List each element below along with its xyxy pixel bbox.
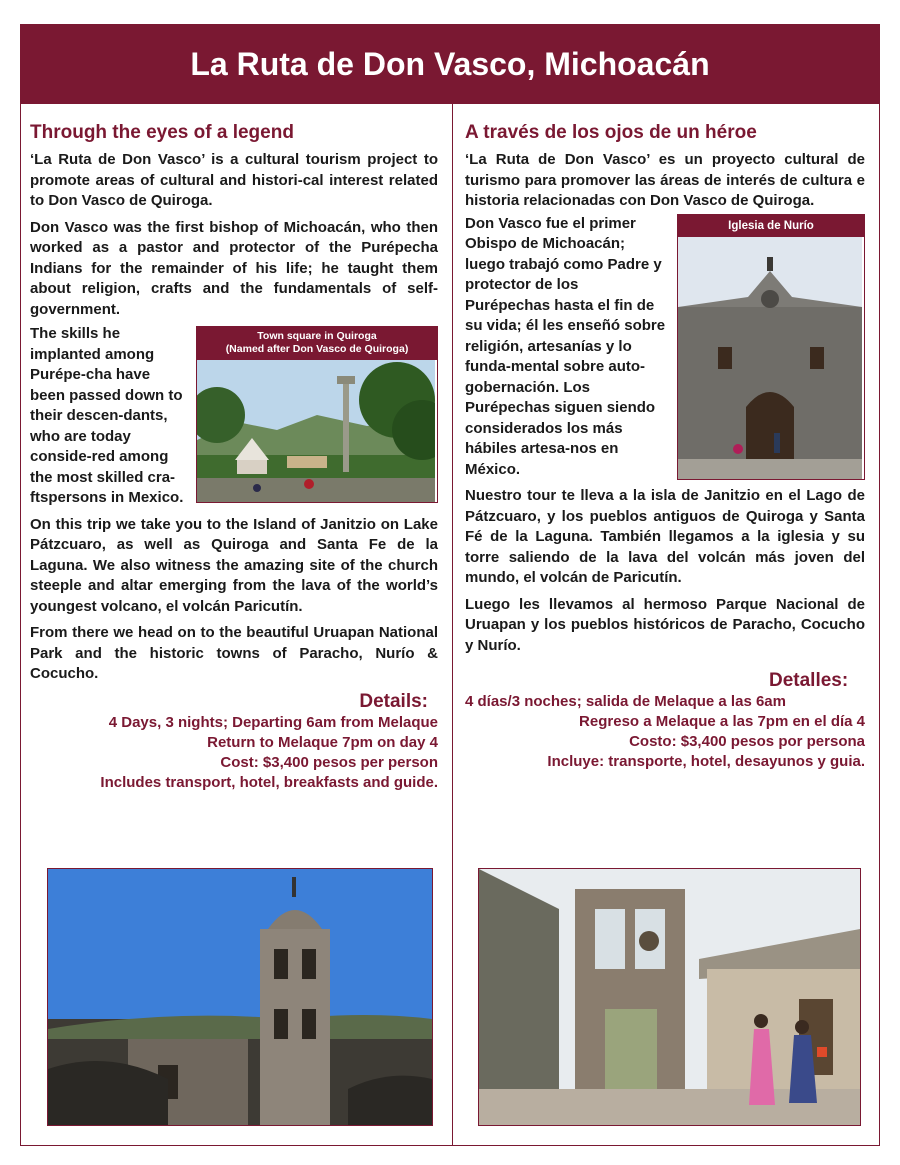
english-paragraph-1: ‘La Ruta de Don Vasco’ is a cultural tourism project to promote areas of cultural and histori-cal interest related to Don Vasco de Quiroga.: [30, 151, 438, 209]
english-paragraph-4: On this trip we take you to the Island of Janitzio on Lake Pátzcuaro, as well as Quiroga and Santa Fe de la Laguna. We also witness the amazing site of the church steeple and altar emerging from the lava of the world’s youngest volcano, el volcán Paricutín.: [30, 515, 438, 615]
spanish-details-line: Incluye: transporte, hotel, desayunos y guia.: [547, 753, 865, 770]
english-heading: Through the eyes of a legend: [30, 122, 294, 143]
paricutin-church-photo: [47, 868, 433, 1126]
english-details-line: Return to Melaque 7pm on day 4: [207, 733, 438, 751]
spanish-details-line: Costo: $3,400 pesos por persona: [629, 733, 865, 750]
english-column: [30, 120, 438, 793]
spanish-paragraph-4: Luego les llevamos al hermoso Parque Nacional de Uruapan y los pueblos históricos de Paracho, Cocucho y Nurío.: [465, 595, 865, 654]
spanish-details: [465, 670, 865, 772]
page-title: La Ruta de Don Vasco, Michoacán: [190, 46, 710, 82]
english-details-heading: Details:: [359, 690, 428, 712]
spanish-details-heading: Detalles:: [769, 670, 849, 691]
spanish-details-line: 4 días/3 noches; salida de Melaque a las 6am: [465, 693, 786, 710]
english-paragraph-3: The skills he implanted among Purépe-cha have been passed down to their descen-dants, who are today conside-red among the most skilled cra-ftspersons in Mexico.: [30, 325, 184, 506]
title-banner: [20, 24, 880, 104]
spanish-paragraph-2: Don Vasco fue el primer Obispo de Michoacán; luego trabajó como Padre y protector de los Purépechas hasta el fin de su vida; él les enseñó sobre religión, artesanías y lo funda-mental sobre auto-gobernación. Los Purépechas siguen siendo considerados los más hábiles artesa-nos en México.: [465, 214, 666, 478]
quiroga-caption: Town square in Quiroga (Named after Don Vasco de Quiroga): [197, 327, 437, 360]
english-paragraph-5: From there we head on to the beautiful Uruapan National Park and the historic towns of Paracho, Nurío & Cocucho.: [30, 624, 438, 682]
cocucho-bell-tower-photo: [478, 868, 861, 1126]
spanish-paragraph-1: ‘La Ruta de Don Vasco’ es un proyecto cultural de turismo para promover las áreas de interés de cultura e historia relacionadas con Don Vasco de Quiroga.: [465, 151, 865, 209]
english-details-line: Cost: $3,400 pesos per person: [220, 753, 438, 771]
english-details: [30, 691, 438, 793]
spanish-paragraph-3: Nuestro tour te lleva a la isla de Janitzio en el Lago de Pátzcuaro, y los pueblos antiguos de Quiroga y Santa Fé de la Laguna. También llegamos a la iglesia y su torre saliendo de la lava del volcán más joven del mundo, el volcán de Paricutín.: [465, 487, 865, 586]
english-paragraph-2: Don Vasco was the first bishop of Michoacán, who then worked as a pastor and protector of the Purépecha Indians for the remainder of his life; he taught them about religion, crafts and the fundamentals of self-government.: [30, 218, 438, 318]
english-details-line: 4 Days, 3 nights; Departing 6am from Melaque: [108, 713, 438, 731]
quiroga-town-square-figure: [196, 326, 438, 503]
column-divider: [452, 104, 453, 1146]
english-details-line: Includes transport, hotel, breakfasts and guide.: [100, 773, 438, 791]
quiroga-town-square-photo: [197, 360, 435, 502]
spanish-details-line: Regreso a Melaque a las 7pm en el día 4: [579, 713, 865, 730]
nurio-church-figure: [677, 214, 865, 480]
spanish-column: [465, 120, 865, 772]
nurio-church-photo: [678, 237, 862, 479]
spanish-heading: A través de los ojos de un héroe: [465, 122, 757, 143]
nurio-caption: Iglesia de Nurío: [678, 215, 864, 237]
